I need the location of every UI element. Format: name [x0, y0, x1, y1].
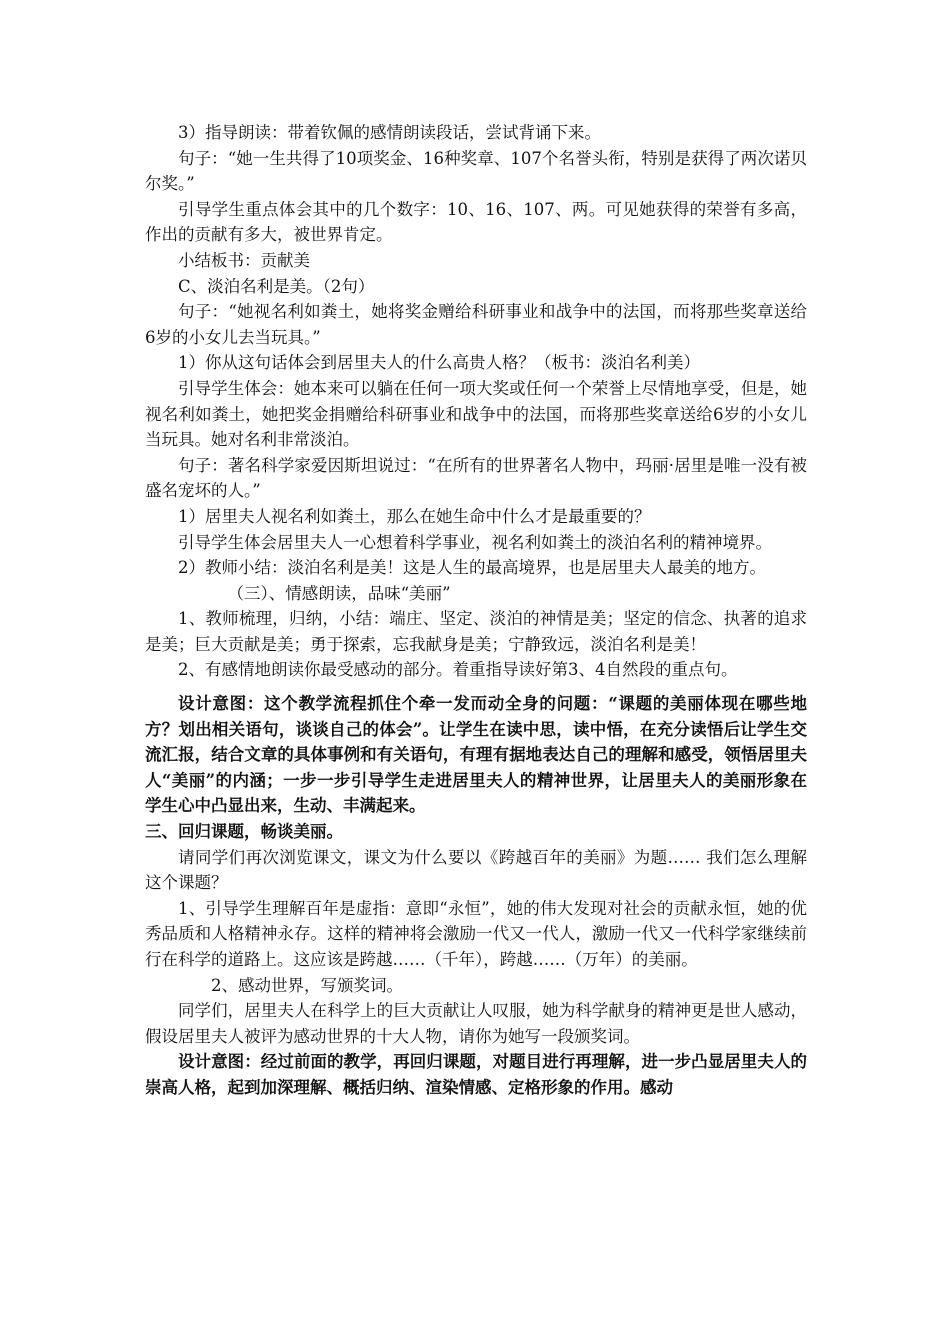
document-page [145, 120, 807, 1101]
paragraph-question-1: 1）你从这句话体会到居里夫人的什么高贵人格？（板书：淡泊名利美） [178, 353, 700, 373]
paragraph-numbers: 引导学生重点体会其中的几个数字：10、16、107、两。可见她获得的荣誉有多高，作出的贡献有多大，被世界肯定。 [145, 199, 807, 245]
paragraph-award-speech: 2、感动世界，写颁奖词。 [211, 975, 403, 995]
paragraph-century-meaning: 1、引导学生理解百年是虚指：意即“永恒”，她的伟大发现对社会的贡献永恒，她的优秀品质和人格精神永存。这样的精神将会激励一代又一代人，激励一代又一代科学家继续前行在科学的道路上。这应该是跨越……（千年），跨越……（万年）的美丽。 [145, 898, 807, 969]
paragraph-guide-spirit: 引导学生体会居里夫人一心想着科学事业，视名利如粪土的淡泊名利的精神境界。 [178, 532, 772, 552]
paragraph-read-aloud: 2、有感情地朗读你最受感动的部分。着重指导读好第3、4自然段的重点句。 [178, 660, 738, 680]
spacer [145, 683, 807, 691]
paragraph-teacher-organize: 1、教师梳理，归纳，小结：端庄、坚定、淡泊的神情是美；坚定的信念、执著的追求是美；巨大贡献是美；勇于探索，忘我献身是美；宁静致远，淡泊名利是美！ [145, 609, 807, 654]
paragraph-guided-reading: 3）指导朗读：带着钦佩的感情朗读段话，尝试背诵下来。 [178, 123, 601, 142]
paragraph-quote-awards: 句子：“她一生共得了10项奖金、16种奖章、107个名誉头衔，特别是获得了两次诺贝尔奖。” [145, 148, 807, 194]
paragraph-review-title: 请同学们再次浏览课文，课文为什么要以《跨越百年的美丽》为题…… 我们怎么理解这个课题？ [145, 847, 807, 893]
subheading-emotional-reading: （三）、情感朗读，品味“美丽” [227, 583, 451, 603]
paragraph-summary-contribution: 小结板书：贡献美 [178, 250, 310, 270]
paragraph-quote-fame: 句子：“她视名利如粪土，她将奖金赠给科研事业和战争中的法国，而将那些奖章送给6岁的小女儿去当玩具。” [145, 302, 807, 347]
paragraph-guide-experience: 引导学生体会：她本来可以躺在任何一项大奖或任何一个荣誉上尽情地享受，但是，她视名利如粪土，她把奖金捐赠给科研事业和战争中的法国，而将那些奖章送给6岁的小女儿当玩具。她对名利非常淡泊。 [145, 378, 807, 450]
paragraph-quote-einstein: 句子：著名科学家爱因斯坦说过：“在所有的世界著名人物中，玛丽·居里是唯一没有被盛名宠坏的人。” [145, 455, 807, 501]
paragraph-design-intent-2: 设计意图：经过前面的教学，再回归课题，对题目进行再理解，进一步凸显居里夫人的崇高人格，起到加深理解、概括归纳、渲染情感、定格形象的作用。感动 [145, 1052, 807, 1097]
paragraph-design-intent-1: 设计意图：这个教学流程抓住个牵一发而动全身的问题：“课题的美丽体现在哪些地方？划出相关语句，谈谈自己的体会”。让学生在读中思，读中悟，在充分读悟后让学生交流汇报，结合文章的具体事例和有关语句，有理有据地表达自己的理解和感受，领悟居里夫人“美丽”的内涵；一步一步引导学生走进居里夫人的精神世界，让居里夫人的美丽形象在学生心中凸显出来，生动、丰满起来。 [145, 694, 807, 816]
paragraph-question-2: 1）居里夫人视名利如粪土，那么在她生命中什么才是最重要的？ [178, 506, 651, 526]
heading-section-3: 三、回归课题，畅谈美丽。 [145, 822, 343, 842]
paragraph-teacher-summary: 2）教师小结：淡泊名利是美！这是人生的最高境界，也是居里夫人最美的地方。 [178, 558, 766, 578]
paragraph-section-c: C、淡泊名利是美。（2句） [178, 276, 375, 296]
paragraph-award-prompt: 同学们，居里夫人在科学上的巨大贡献让人叹服，她为科学献身的精神更是世人感动，假设居里夫人被评为感动世界的十大人物，请你为她写一段颁奖词。 [145, 1001, 807, 1046]
